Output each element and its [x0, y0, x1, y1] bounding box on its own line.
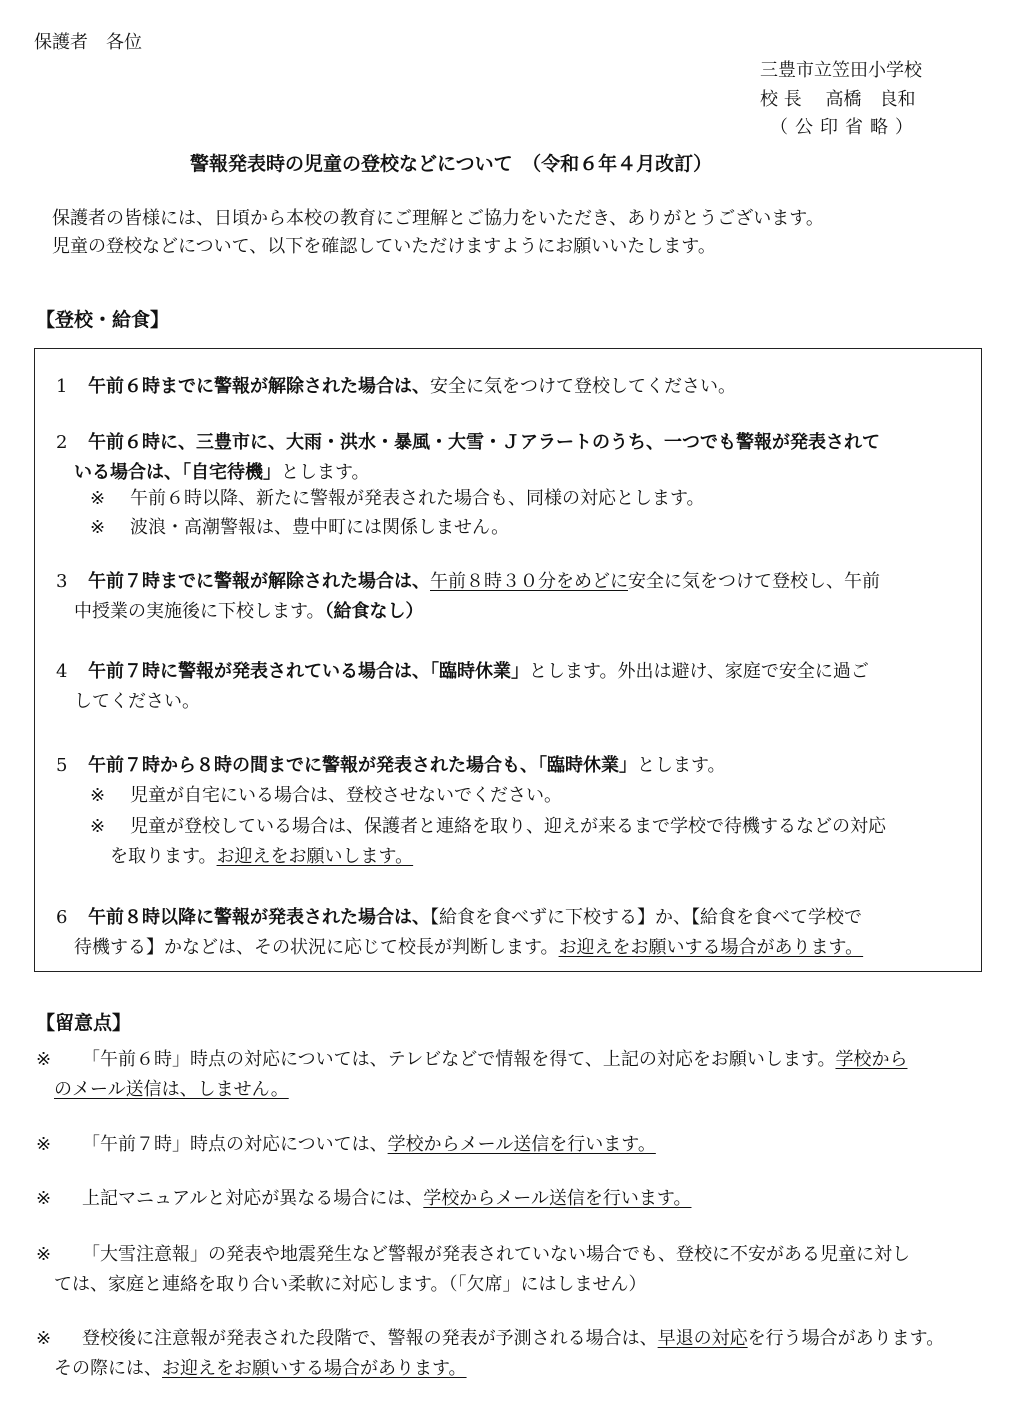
rule-number: 6 — [56, 907, 68, 928]
remark-mark: ※ — [36, 1188, 52, 1209]
intro-line-1: 保護者の皆様には、日頃から本校の教育にご理解とご協力をいただき、ありがとうございます。 — [52, 208, 824, 229]
section-heading-remarks: 【留意点】 — [36, 1012, 132, 1034]
rule-text: とします。 — [637, 755, 726, 776]
principal-name: 校 長 高橋 良和 — [760, 89, 916, 110]
note-mark: ※ — [90, 785, 106, 806]
seal-omitted-note: （公印省略） — [770, 117, 920, 138]
rule-underlined-text: お迎えをお願いする場合があります。 — [558, 937, 864, 958]
remark-5: ※ 登校後に注意報が発表された段階で、警報の発表が予測される場合は、早退の対応を行う場合があります。 その際には、お迎えをお願いする場合があります。 — [36, 1324, 966, 1384]
rule-text: 中授業の実施後に下校します。 — [74, 601, 325, 622]
rule-text: 【給食を食べずに下校する】か、【給食を食べて学校で — [430, 907, 862, 928]
rule-text: とします。 — [281, 462, 370, 483]
note-mark: ※ — [90, 488, 106, 509]
remark-mark: ※ — [36, 1049, 52, 1070]
rule-text: 安全に気をつけて登校してください。 — [430, 376, 736, 397]
rule-item-5 — [56, 751, 970, 781]
rule-text: 安全に気をつけて登校し、午前 — [628, 571, 880, 592]
rule-item-6 — [56, 903, 970, 963]
section-heading-attendance: 【登校・給食】 — [36, 309, 170, 331]
note-mark: ※ — [90, 816, 106, 837]
rule-number: 5 — [56, 755, 68, 776]
remark-2: ※ 「午前７時」時点の対応については、学校からメール送信を行います。 — [36, 1130, 966, 1160]
remark-mark: ※ — [36, 1134, 52, 1155]
remark-1: ※ 「午前６時」時点の対応については、テレビなどで情報を得て、上記の対応をお願いします。学校から のメール送信は、しません。 — [36, 1045, 966, 1105]
remark-mark: ※ — [36, 1328, 52, 1349]
rule-bold-text: いる場合は、「自宅待機」 — [74, 462, 281, 483]
rule-bold-text: 午前６時に、三豊市に、大雨・洪水・暴風・大雪・Ｊアラートのうち、一つでも警報が発表されて — [88, 432, 880, 453]
school-name: 三豊市立笠田小学校 — [760, 60, 922, 81]
remark-4: ※ 「大雪注意報」の発表や地震発生など警報が発表されていない場合でも、登校に不安がある児童に対し ては、家庭と連絡を取り合い柔軟に対応します。（「欠席」にはしません） — [36, 1240, 966, 1300]
rule-2-note-1: ※ 午前６時以降、新たに警報が発表された場合も、同様の対応とします。 — [90, 484, 970, 514]
rule-number: 4 — [56, 661, 68, 682]
remark-mark: ※ — [36, 1244, 52, 1265]
remark-3: ※ 上記マニュアルと対応が異なる場合には、学校からメール送信を行います。 — [36, 1184, 966, 1214]
addressee: 保護者 各位 — [34, 32, 142, 53]
rule-bold-text: （給食なし） — [324, 601, 424, 622]
rule-number: 1 — [56, 376, 68, 397]
rule-2-note-2: ※ 波浪・高潮警報は、豊中町には関係しません。 — [90, 513, 970, 543]
note-mark: ※ — [90, 517, 106, 538]
rule-number: 2 — [56, 432, 68, 453]
rule-5-note-2: ※ 児童が登校している場合は、保護者と連絡を取り、迎えが来るまで学校で待機するなどの対応 を取ります。お迎えをお願いします。 — [90, 812, 970, 872]
rule-item-1 — [56, 372, 970, 402]
document-title: 警報発表時の児童の登校などについて （令和６年４月改訂） — [190, 153, 713, 175]
rule-underlined-text: お迎えをお願いします。 — [216, 846, 414, 867]
rule-bold-text: 午前７時に警報が発表されている場合は、「臨時休業」 — [88, 661, 529, 682]
rule-item-4 — [56, 657, 970, 717]
rule-bold-text: 午前７時までに警報が解除された場合は、 — [88, 571, 430, 592]
rule-item-2 — [56, 428, 970, 488]
rule-item-3 — [56, 567, 970, 627]
rule-text: 待機する】かなどは、その状況に応じて校長が判断します。 — [74, 937, 559, 958]
rule-underlined-text: 午前８時３０分をめどに — [430, 571, 628, 592]
rule-bold-text: 午前８時以降に警報が発表された場合は、 — [88, 907, 430, 928]
rule-text: してください。 — [74, 691, 200, 712]
rule-5-note-1: ※ 児童が自宅にいる場合は、登校させないでください。 — [90, 781, 970, 811]
rule-text: とします。外出は避け、家庭で安全に過ご — [529, 661, 869, 682]
rule-bold-text: 午前７時から８時の間までに警報が発表された場合も、「臨時休業」 — [88, 755, 637, 776]
intro-line-2: 児童の登校などについて、以下を確認していただけますようにお願いいたします。 — [52, 236, 716, 257]
rule-bold-text: 午前６時までに警報が解除された場合は、 — [88, 376, 430, 397]
rule-number: 3 — [56, 571, 68, 592]
